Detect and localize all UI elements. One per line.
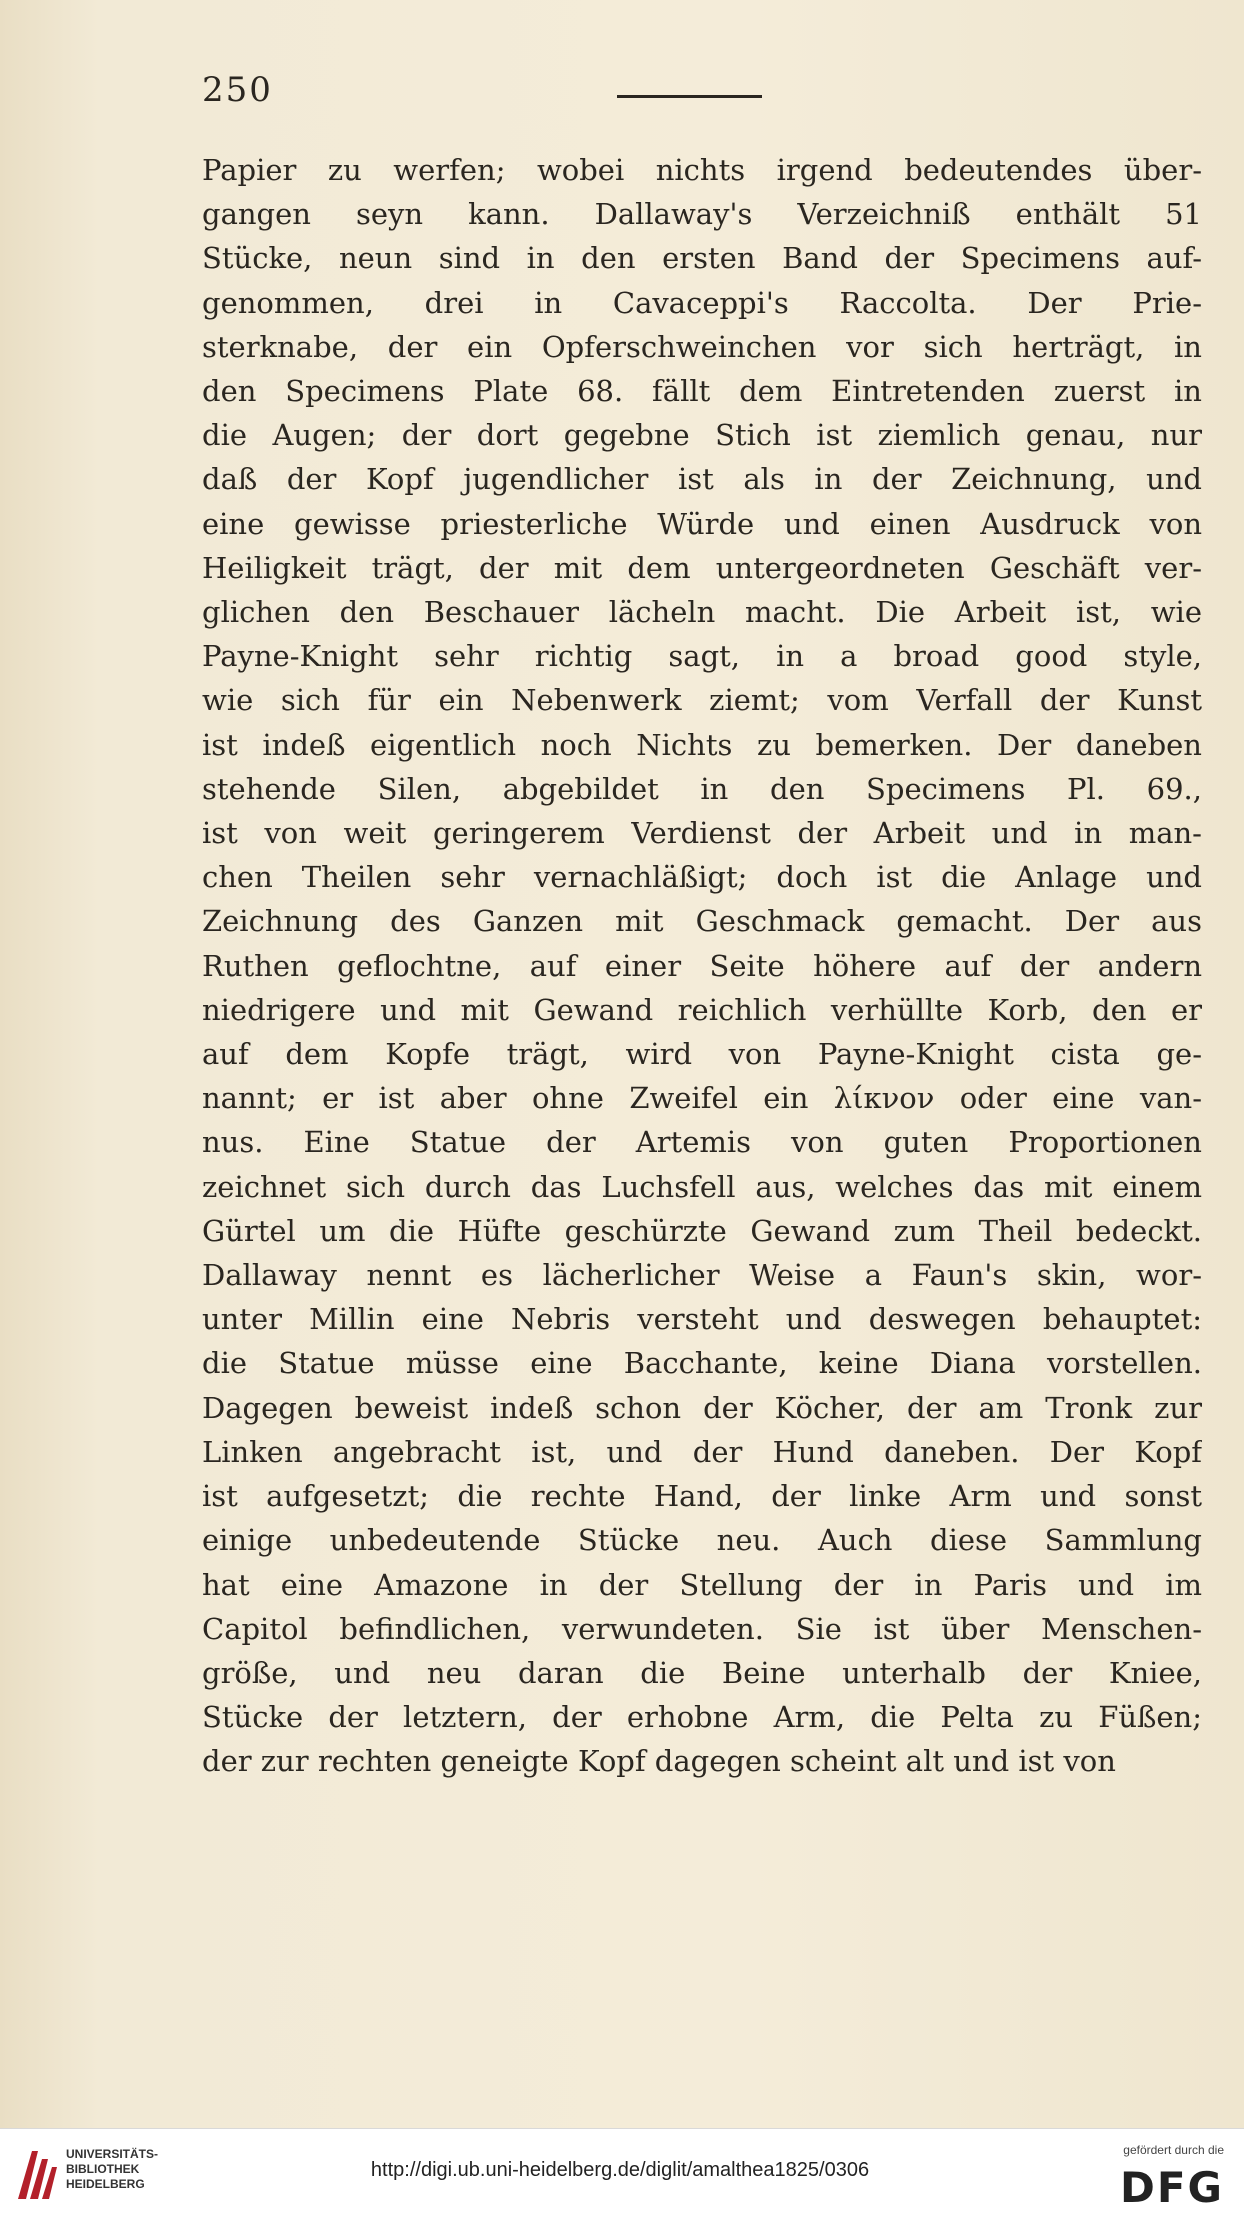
text-line: Papier zu werfen; wobei nichts irgend bedeutendes über- bbox=[202, 153, 1202, 187]
text-line: nannt; er ist aber ohne Zweifel ein λίκνον oder eine van- bbox=[202, 1081, 1202, 1116]
text-line: chen Theilen sehr vernachläßigt; doch ist die Anlage und bbox=[202, 860, 1202, 895]
text-line: Linken angebracht ist, und der Hund daneben. Der Kopf bbox=[202, 1434, 1202, 1469]
text-line: Stücke, neun sind in den ersten Band der Specimens auf- bbox=[202, 241, 1202, 276]
header-rule bbox=[617, 95, 762, 98]
text-line: eine gewisse priesterliche Würde und einen Ausdruck von bbox=[202, 506, 1202, 541]
dfg-logo: DFG bbox=[1119, 2163, 1224, 2212]
logo-line: HEIDELBERG bbox=[66, 2177, 145, 2191]
text-line: niedrigere und mit Gewand reichlich verhüllte Korb, den er bbox=[202, 992, 1202, 1027]
text-line: ist von weit geringerem Verdienst der Arbeit und in man- bbox=[202, 816, 1202, 851]
text-line: wie sich für ein Nebenwerk ziemt; vom Verfall der Kunst bbox=[202, 683, 1202, 718]
text-line: die Augen; der dort gegebne Stich ist ziemlich genau, nur bbox=[202, 418, 1202, 453]
library-logo-icon bbox=[12, 2145, 60, 2205]
footer-bar bbox=[0, 2128, 1244, 2221]
text-line: den Specimens Plate 68. fällt dem Eintretenden zuerst in bbox=[202, 374, 1202, 409]
funding-note: gefördert durch die bbox=[1123, 2143, 1224, 2157]
text-line: ist indeß eigentlich noch Nichts zu bemerken. Der daneben bbox=[202, 727, 1202, 762]
body-text bbox=[202, 148, 1202, 1784]
text-line: Stücke der letztern, der erhobne Arm, die Pelta zu Füßen; bbox=[202, 1700, 1202, 1735]
text-line: daß der Kopf jugendlicher ist als in der Zeichnung, und bbox=[202, 462, 1202, 497]
text-line: Zeichnung des Ganzen mit Geschmack gemacht. Der aus bbox=[202, 904, 1202, 939]
text-line: auf dem Kopfe trägt, wird von Payne-Knight cista ge- bbox=[202, 1037, 1202, 1072]
text-line: einige unbedeutende Stücke neu. Auch diese Sammlung bbox=[202, 1523, 1202, 1558]
text-line: ist aufgesetzt; die rechte Hand, der linke Arm und sonst bbox=[202, 1479, 1202, 1514]
text-line: zeichnet sich durch das Luchsfell aus, welches das mit einem bbox=[202, 1169, 1202, 1204]
text-line: stehende Silen, abgebildet in den Specimens Pl. 69., bbox=[202, 771, 1202, 806]
text-line: genommen, drei in Cavaceppi's Raccolta. Der Prie- bbox=[202, 285, 1202, 320]
text-line: nus. Eine Statue der Artemis von guten Proportionen bbox=[202, 1125, 1202, 1160]
text-line: sterknabe, der ein Opferschweinchen vor sich herträgt, in bbox=[202, 329, 1202, 364]
page-number: 250 bbox=[202, 70, 273, 110]
text-line: hat eine Amazone in der Stellung der in Paris und im bbox=[202, 1567, 1202, 1602]
logo-line: UNIVERSITÄTS- bbox=[66, 2147, 159, 2161]
text-line: Dallaway nennt es lächerlicher Weise a Faun's skin, wor- bbox=[202, 1258, 1202, 1293]
text-line: der zur rechten geneigte Kopf dagegen scheint alt und ist von bbox=[202, 1744, 1116, 1779]
text-line: Heiligkeit trägt, der mit dem untergeordneten Geschäft ver- bbox=[202, 550, 1202, 585]
text-line: größe, und neu daran die Beine unterhalb der Kniee, bbox=[202, 1655, 1202, 1690]
text-line: gangen seyn kann. Dallaway's Verzeichniß enthält 51 bbox=[202, 197, 1202, 232]
text-line: Capitol befindlichen, verwundeten. Sie ist über Menschen- bbox=[202, 1611, 1202, 1646]
text-line: unter Millin eine Nebris versteht und deswegen behauptet: bbox=[202, 1302, 1202, 1337]
text-line: die Statue müsse eine Bacchante, keine Diana vorstellen. bbox=[202, 1346, 1202, 1381]
text-line: glichen den Beschauer lächeln macht. Die Arbeit ist, wie bbox=[202, 595, 1202, 630]
source-url-link[interactable]: http://digi.ub.uni-heidelberg.de/diglit/amalthea1825/0306 bbox=[370, 2159, 870, 2181]
text-line: Dagegen beweist indeß schon der Köcher, der am Tronk zur bbox=[202, 1390, 1202, 1425]
text-line: Ruthen geflochtne, auf einer Seite höhere auf der andern bbox=[202, 948, 1202, 983]
library-logo-text bbox=[66, 2147, 186, 2192]
text-line: Gürtel um die Hüfte geschürzte Gewand zum Theil bedeckt. bbox=[202, 1213, 1202, 1248]
logo-line: BIBLIOTHEK bbox=[66, 2162, 140, 2176]
text-line: Payne-Knight sehr richtig sagt, in a broad good style, bbox=[202, 639, 1202, 674]
